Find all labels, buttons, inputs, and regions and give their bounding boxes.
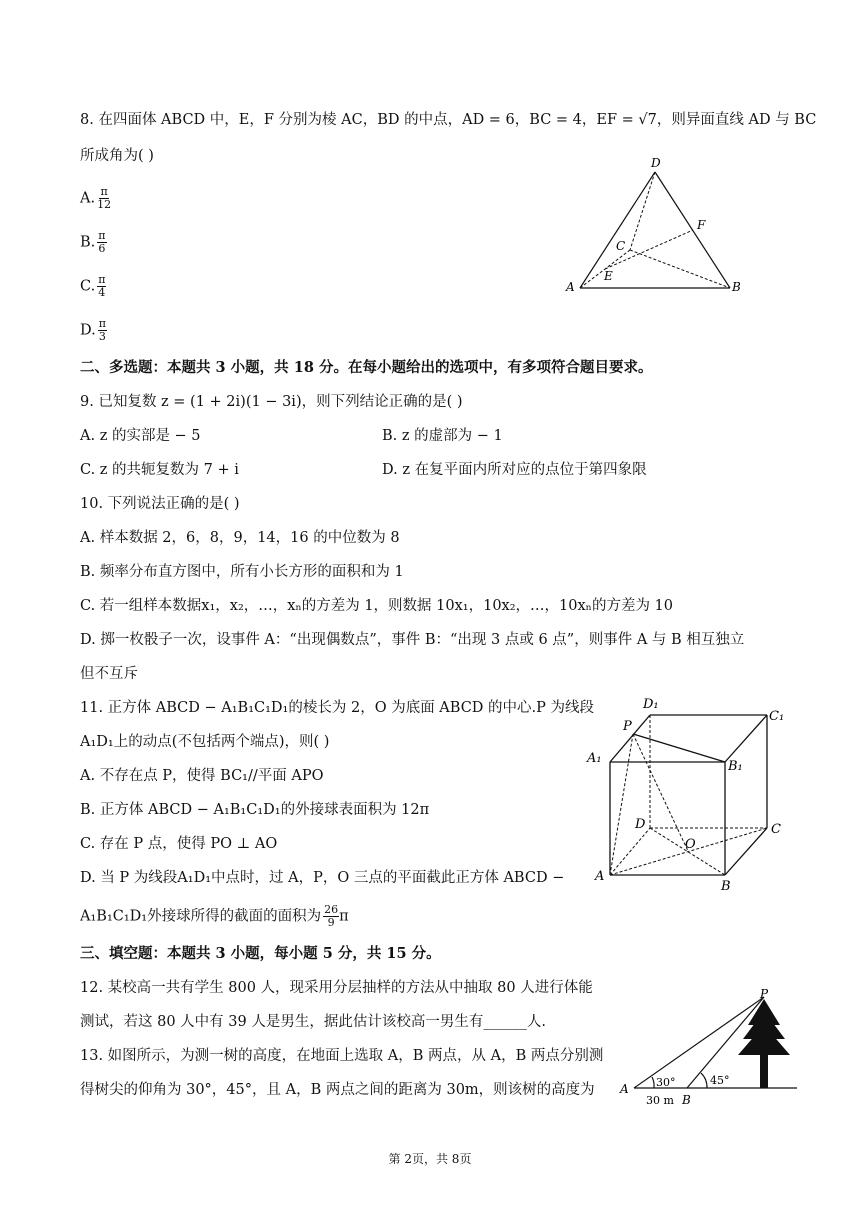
q13-line1: 13. 如图所示，为测一树的高度，在地面上选取 A，B 两点，从 A，B 两点分别测: [80, 1048, 604, 1064]
label-a: A: [595, 869, 605, 884]
label-a: A: [620, 1082, 629, 1096]
cube-figure: [585, 690, 785, 900]
label-p: P: [760, 987, 769, 1001]
q10-stem: 10. 下列说法正确的是( ): [80, 496, 240, 512]
label-d: D: [651, 156, 661, 170]
label-p: P: [623, 719, 632, 734]
tree-elevation-figure: [612, 985, 802, 1110]
q11-stem-line2: A₁D₁上的动点(不包括两个端点)，则( ): [80, 734, 330, 750]
edge-cb-dashed: [630, 250, 730, 288]
label-b: B: [732, 280, 741, 294]
segment-po-dashed: [633, 734, 688, 851]
label-a1: A₁: [587, 751, 602, 766]
q10-option-b: B. 频率分布直方图中，所有小长方形的面积和为 1: [80, 564, 404, 580]
q8-stem-line1: 8. 在四面体 ABCD 中，E，F 分别为棱 AC，BD 的中点，AD = 6，BC = 4，EF = √7，则异面直线 AD 与 BC: [80, 112, 817, 128]
q11-stem-line1: 11. 正方体 ABCD − A₁B₁C₁D₁的棱长为 2，O 为底面 ABCD 的中心.P 为线段: [80, 700, 594, 716]
q9-option-b: B. z 的虚部为 − 1: [382, 428, 503, 444]
label-d1: D₁: [643, 697, 659, 712]
q8-option-d: D. $\frac{\pi}{3}$: [80, 317, 106, 343]
label-f: F: [697, 218, 706, 232]
label-b: B: [721, 879, 731, 894]
label-c: C: [616, 239, 626, 253]
label-b1: B₁: [728, 759, 743, 774]
edge-dc-dashed: [630, 172, 655, 250]
q11-option-d-line2: A₁B₁C₁D₁外接球所得的截面的面积为 $\frac{26}{9}$ π: [80, 903, 349, 929]
q8-stem-line2: 所成角为( ): [80, 148, 154, 164]
edge-b1c1: [725, 715, 767, 762]
edge-da: [580, 172, 655, 288]
angle-arc-a: [652, 1077, 654, 1088]
q8-option-c: C. $\frac{\pi}{4}$: [80, 273, 106, 299]
q9-stem: 9. 已知复数 z = (1 + 2i)(1 − 3i)，则下列结论正确的是( ): [80, 394, 463, 410]
q11-option-c: C. 存在 P 点，使得 PO ⊥ AO: [80, 836, 278, 852]
edge-bc: [725, 828, 767, 875]
label-b: B: [682, 1093, 691, 1107]
label-o: O: [685, 837, 696, 852]
angle-label-45: 45°: [710, 1074, 730, 1087]
q10-option-d-line2: 但不互斥: [80, 666, 138, 682]
tree-icon: [738, 999, 790, 1088]
q11-option-a: A. 不存在点 P，使得 BC₁//平面 APO: [80, 768, 324, 784]
label-c: C: [771, 822, 781, 837]
q9-option-d: D. z 在复平面内所对应的点位于第四象限: [382, 462, 647, 478]
segment-ap-dashed: [610, 734, 633, 875]
q11-option-b: B. 正方体 ABCD − A₁B₁C₁D₁的外接球表面积为 12π: [80, 802, 430, 818]
tetrahedron-figure: [560, 150, 750, 300]
label-a: A: [566, 280, 575, 294]
section-3-heading: 三、填空题：本题共 3 小题，每小题 5 分，共 15 分。: [80, 945, 441, 962]
section-2-heading: 二、多选题：本题共 3 小题，共 18 分。在每小题给出的选项中，有多项符合题目要求。: [80, 359, 653, 376]
q12-line1: 12. 某校高一共有学生 800 人，现采用分层抽样的方法从中抽取 80 人进行体能: [80, 980, 593, 996]
q13-line2: 得树尖的仰角为 30°，45°，且 A，B 两点之间的距离为 30m，则该树的高度为: [80, 1082, 595, 1098]
q8-option-a: A. $\frac{\pi}{12}$: [80, 185, 112, 211]
q10-option-c: C. 若一组样本数据x₁，x₂，…，xₙ的方差为 1，则数据 10x₁，10x₂，…，10xₙ的方差为 10: [80, 598, 674, 614]
distance-label: 30 m: [646, 1094, 674, 1107]
q10-option-d-line1: D. 掷一枚骰子一次，设事件 A：“出现偶数点”，事件 B：“出现 3 点或 6 点”，则事件 A 与 B 相互独立: [80, 632, 745, 648]
q10-option-a: A. 样本数据 2，6，8，9，14，16 的中位数为 8: [80, 530, 400, 546]
edge-ad-dashed: [610, 828, 650, 875]
page-footer: 第 2页，共 8页: [388, 1152, 472, 1166]
angle-arc-b: [701, 1073, 707, 1088]
label-e: E: [604, 269, 613, 283]
angle-label-30: 30°: [656, 1076, 676, 1089]
q9-option-a: A. z 的实部是 − 5: [80, 428, 201, 444]
q8-option-b: B. $\frac{\pi}{6}$: [80, 229, 106, 255]
q12-line2: 测试，若这 80 人中有 39 人是男生，据此估计该校高一男生有______人.: [80, 1014, 546, 1030]
q11-option-d-line1: D. 当 P 为线段A₁D₁中点时，过 A，P，O 三点的平面截此正方体 ABCD −: [80, 870, 565, 886]
q9-option-c: C. z 的共轭复数为 7 + i: [80, 462, 239, 478]
segment-pb1: [633, 734, 725, 762]
label-c1: C₁: [769, 709, 785, 724]
label-d: D: [635, 817, 646, 832]
